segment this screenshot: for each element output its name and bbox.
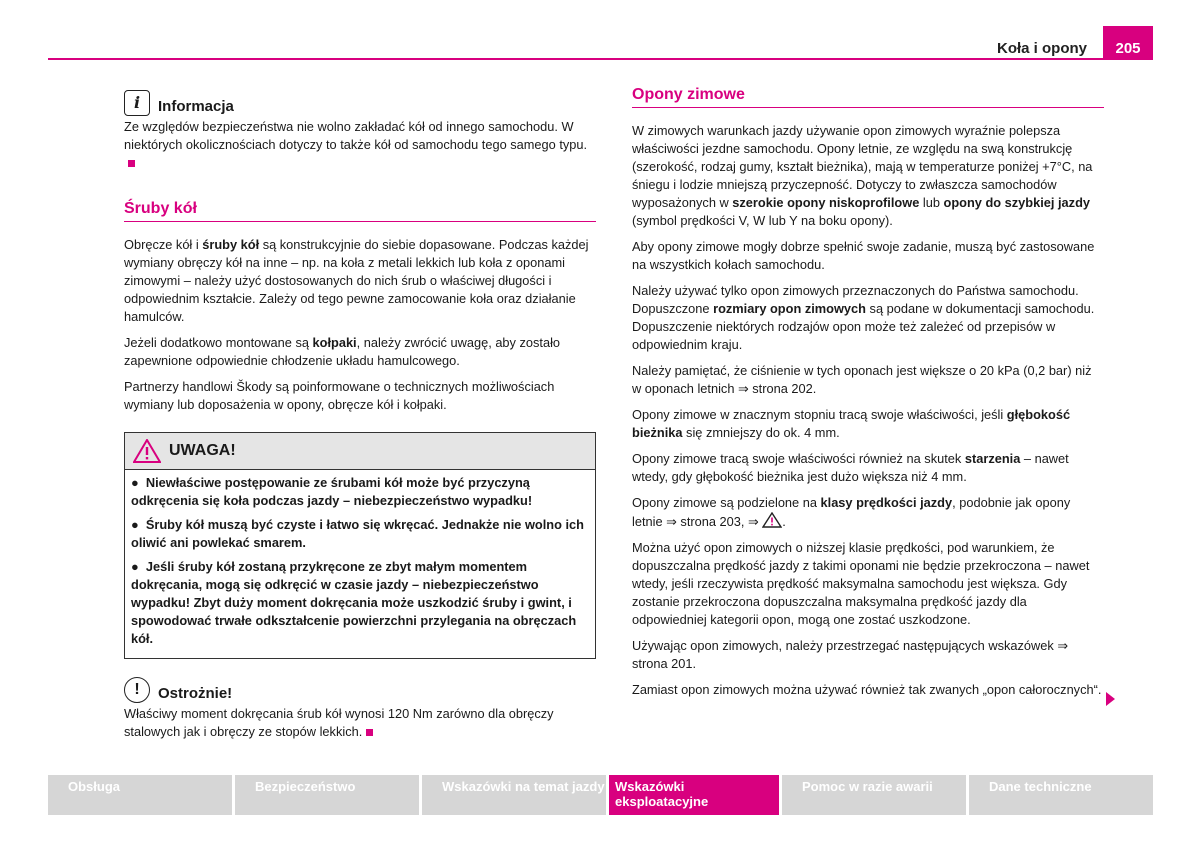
opony-paragraph-9: Używając opon zimowych, należy przestrzegać następujących wskazówek ⇒ strona 201. bbox=[632, 638, 1069, 671]
caution-heading bbox=[124, 677, 596, 703]
warning-triangle-icon bbox=[133, 439, 161, 463]
warning-title: UWAGA! bbox=[169, 442, 236, 459]
tab-pomoc-awarii[interactable]: Pomoc w razie awarii bbox=[782, 775, 966, 815]
exclamation-icon: ! bbox=[124, 677, 150, 703]
warning-item: ● Śruby kół muszą być czyste i łatwo się wkręcać. Jednakże nie wolno ich oliwić ani powlekać smarem. bbox=[131, 517, 584, 550]
sruby-paragraph-1: Obręcze kół i śruby kół są konstrukcyjnie do siebie dopasowane. Podczas każdej wymiany obręczy kół na inne – np. na koła z metali lekkich lub koła z oponami zimowymi – należy użyć dostosowanych do nich śrub o właściwej długości i odpowiednim kształcie. Zależy od tego pewne zamocowanie koła oraz działanie hamulców. bbox=[124, 237, 589, 324]
warning-body bbox=[125, 470, 595, 658]
warning-item: ● Niewłaściwe postępowanie ze śrubami kół może być przyczyną odkręcenia się koła podczas jazdy – niebezpieczeństwo wypadku! bbox=[131, 475, 533, 508]
tab-wskazowki-eksploatacyjne[interactable]: Wskazówki eksploatacyjne bbox=[609, 775, 779, 815]
opony-paragraph-5: Opony zimowe w znacznym stopniu tracą swoje właściwości, jeśli głębokość bieżnika się zmniejszy do ok. 4 mm. bbox=[632, 407, 1071, 440]
opony-paragraph-1: W zimowych warunkach jazdy używanie opon zimowych wyraźnie polepsza właściwości jezdne samochodu. Opony letnie, ze względu na swą konstrukcję (szerokość, rodzaj gumy, kształt bieżnika), mają w temperaturze poniżej +7°C, na śniegu i lodzie mniejszą przyczepność. Dotyczy to zwłaszcza samochodów wyposażonych w szerokie opony niskoprofilowe lub opony do szybkiej jazdy (symbol prędkości V, W lub Y na boku opony). bbox=[632, 123, 1093, 228]
sruby-paragraph-3: Partnerzy handlowi Škody są poinformowane o technicznych możliwościach wymiany lub doposażenia w opony, obręcze kół i kołpaki. bbox=[124, 379, 555, 412]
opony-paragraph-2: Aby opony zimowe mogły dobrze spełnić swoje zadanie, muszą być zastosowane na wszystkich kołach samochodu. bbox=[632, 239, 1095, 272]
info-icon: i bbox=[124, 90, 150, 116]
opony-paragraph-3: Należy używać tylko opon zimowych przeznaczonych do Państwa samochodu. Dopuszczone rozmiary opon zimowych są podane w dokumentacji samochodu. Dopuszczenie niektórych rodzajów opon może też zależeć od przepisów w odpowiednim kraju. bbox=[632, 283, 1095, 352]
page-section-title: Koła i opony bbox=[997, 40, 1087, 57]
warning-item: ● Jeśli śruby kół zostaną przykręcone ze zbyt małym momentem dokręcania, mogą się odkręcić w czasie jazdy – niebezpieczeństwo wypadku! Zbyt duży moment dokręcania może uszkodzić śruby i gwint, i spowodować trwałe odkształcenie powierzchni przylegania na obręczach kół. bbox=[131, 559, 577, 646]
opony-paragraph-7: Opony zimowe są podzielone na klasy prędkości jazdy, podobnie jak opony letnie ⇒ strona 203, ⇒ . bbox=[632, 495, 1071, 529]
end-mark-icon bbox=[128, 160, 135, 167]
tab-bezpieczenstwo[interactable]: Bezpieczeństwo bbox=[235, 775, 419, 815]
bottom-nav bbox=[48, 775, 1153, 815]
section-title-sruby: Śruby kół bbox=[124, 200, 596, 222]
next-page-arrow-icon[interactable] bbox=[1106, 692, 1115, 706]
left-column bbox=[124, 90, 596, 749]
caution-title: Ostrożnie! bbox=[158, 685, 233, 702]
opony-paragraph-6: Opony zimowe tracą swoje właściwości również na skutek starzenia – nawet wtedy, gdy głębokość bieżnika jest dużo większa niż 4 mm. bbox=[632, 451, 1069, 484]
info-heading bbox=[124, 90, 596, 116]
page-number: 205 bbox=[1103, 26, 1153, 60]
tab-obsluga[interactable]: Obsługa bbox=[48, 775, 232, 815]
caution-text: Właściwy moment dokręcania śrub kół wynosi 120 Nm zarówno dla obręczy stalowych jak i obręczy ze stopów lekkich. bbox=[124, 706, 554, 739]
warning-heading bbox=[125, 433, 595, 470]
caution-block bbox=[124, 677, 596, 741]
warning-box bbox=[124, 432, 596, 659]
warning-triangle-icon bbox=[762, 512, 782, 528]
section-title-opony-zimowe: Opony zimowe bbox=[632, 86, 1104, 108]
info-block bbox=[124, 90, 596, 172]
info-text: Ze względów bezpieczeństwa nie wolno zakładać kół od innego samochodu. W niektórych okolicznościach dotyczy to także kół od samochodu tego samego typu. bbox=[124, 119, 588, 152]
info-title: Informacja bbox=[158, 98, 234, 115]
header-rule bbox=[48, 58, 1153, 60]
opony-paragraph-10: Zamiast opon zimowych można używać również tak zwanych „opon całorocznych“. bbox=[632, 682, 1102, 697]
opony-paragraph-4: Należy pamiętać, że ciśnienie w tych oponach jest większe o 20 kPa (0,2 bar) niż w oponach letnich ⇒ strona 202. bbox=[632, 363, 1092, 396]
tab-dane-techniczne[interactable]: Dane techniczne bbox=[969, 775, 1153, 815]
sruby-paragraph-2: Jeżeli dodatkowo montowane są kołpaki, należy zwrócić uwagę, aby zostało zapewnione odpowiednie chłodzenie układu hamulcowego. bbox=[124, 335, 561, 368]
end-mark-icon bbox=[366, 729, 373, 736]
tab-wskazowki-jazdy[interactable]: Wskazówki na temat jazdy bbox=[422, 775, 606, 815]
right-column bbox=[632, 86, 1104, 707]
opony-paragraph-8: Można użyć opon zimowych o niższej klasie prędkości, pod warunkiem, że dopuszczalna prędkość jazdy z takimi oponami nie będzie przekroczona – nawet wtedy, jeśli rzeczywista prędkość maksymalna samochodu jest większa. Gdy zostanie przekroczona dopuszczalna maksymalna prędkość jazdy dla odpowiedniej kategorii opon, mogą one zostać uszkodzone. bbox=[632, 540, 1090, 627]
